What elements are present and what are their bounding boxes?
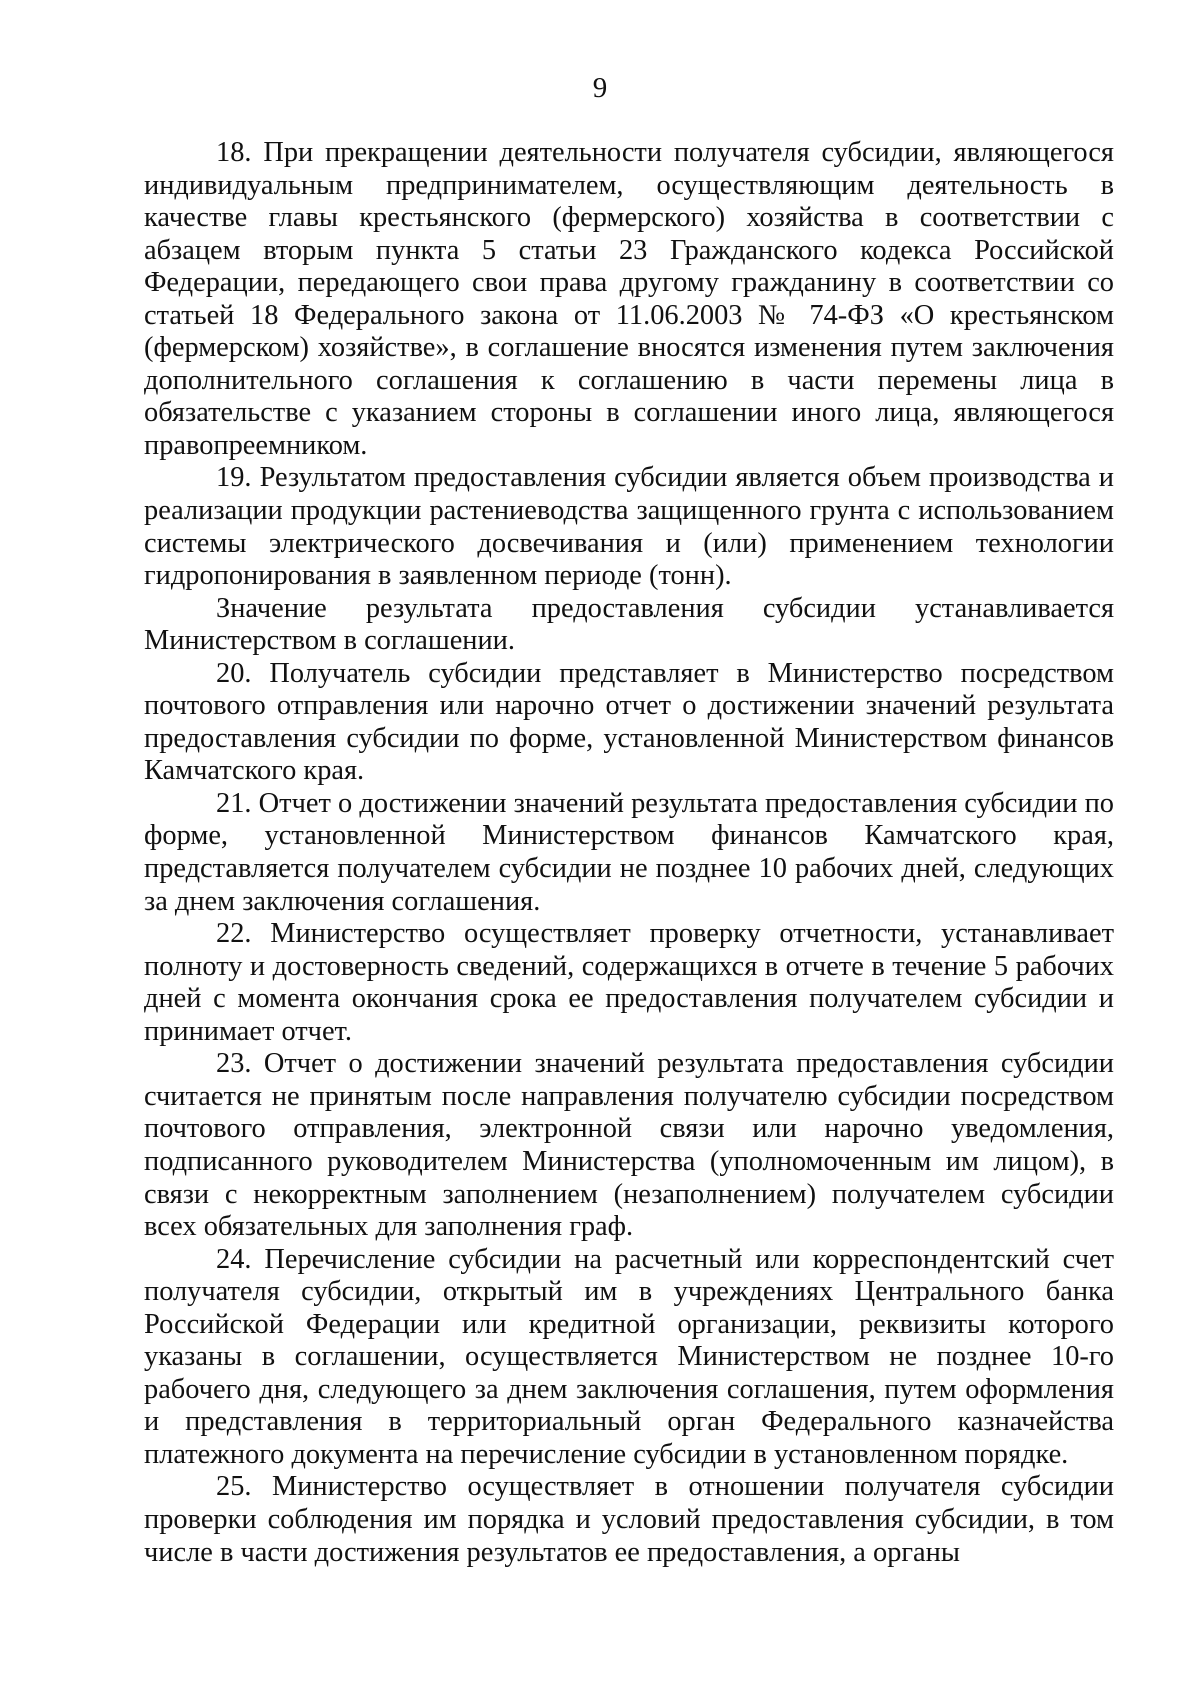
paragraph-24-subsidy-transfer: 24. Перечисление субсидии на расчетный или корреспондентский счет получателя субсидии, открытый им в учреждениях Центрального банка Российской Федерации или кредитной организации, реквизиты которого указаны в соглашении, осуществляется Министерством не позднее 10-го рабочего дня, следующего за днем заключения соглашения, путем оформления и представления в территориальный орган Федерального казначейства платежного документа на перечисление субсидии в установленном порядке. [144,1243,1114,1470]
paragraph-result-value: Значение результата предоставления субсидии устанавливается Министерством в соглашении. [144,592,1114,657]
paragraph-20-report-submission: 20. Получатель субсидии представляет в Министерство посредством почтового отправления или нарочно отчет о достижении значений результата предоставления субсидии по форме, установленной Министерством финансов Камчатского края. [144,657,1114,787]
paragraph-25-compliance-checks: 25. Министерство осуществляет в отношении получателя субсидии проверки соблюдения им порядка и условий предоставления субсидии, в том числе в части достижения результатов ее предоставления, а органы [144,1471,1114,1568]
page-number: 9 [592,72,608,104]
paragraph-21-report-deadline: 21. Отчет о достижении значений результата предоставления субсидии по форме, установленной Министерством финансов Камчатского края, представляется получателем субсидии не позднее 10 рабочих дней, следующих за днем заключения соглашения. [144,787,1114,917]
paragraph-22-report-verification: 22. Министерство осуществляет проверку отчетности, устанавливает полноту и достоверность сведений, содержащихся в отчете в течение 5 рабочих дней с момента окончания срока ее предоставления получателем субсидии и принимает отчет. [144,918,1114,1047]
document-body [144,137,1114,1569]
paragraph-18-successor-agreement: 18. При прекращении деятельности получателя субсидии, являющегося индивидуальным предпринимателем, осуществляющим деятельность в качестве главы крестьянского (фермерского) хозяйства в соответствии с абзацем вторым пункта 5 статьи 23 Гражданского кодекса Российской Федерации, передающего свои права другому гражданину в соответствии со статьей 18 Федерального закона от 11.06.2003 № 74-ФЗ «О крестьянском (фермерском) хозяйстве», в соглашение вносятся изменения путем заключения дополнительного соглашения к соглашению в части перемены лица в обязательстве с указанием стороны в соглашении иного лица, являющегося правопреемником. [144,137,1114,461]
paragraph-23-report-rejection: 23. Отчет о достижении значений результата предоставления субсидии считается не принятым после направления получателю субсидии посредством почтового отправления, электронной связи или нарочно уведомления, подписанного руководителем Министерства (уполномоченным им лицом), в связи с некорректным заполнением (незаполнением) получателем субсидии всех обязательных для заполнения граф. [144,1048,1114,1243]
paragraph-19-subsidy-result: 19. Результатом предоставления субсидии является объем производства и реализации продукции растениеводства защищенного грунта с использованием системы электрического досвечивания и (или) применением технологии гидропонирования в заявленном периоде (тонн). [144,462,1114,592]
